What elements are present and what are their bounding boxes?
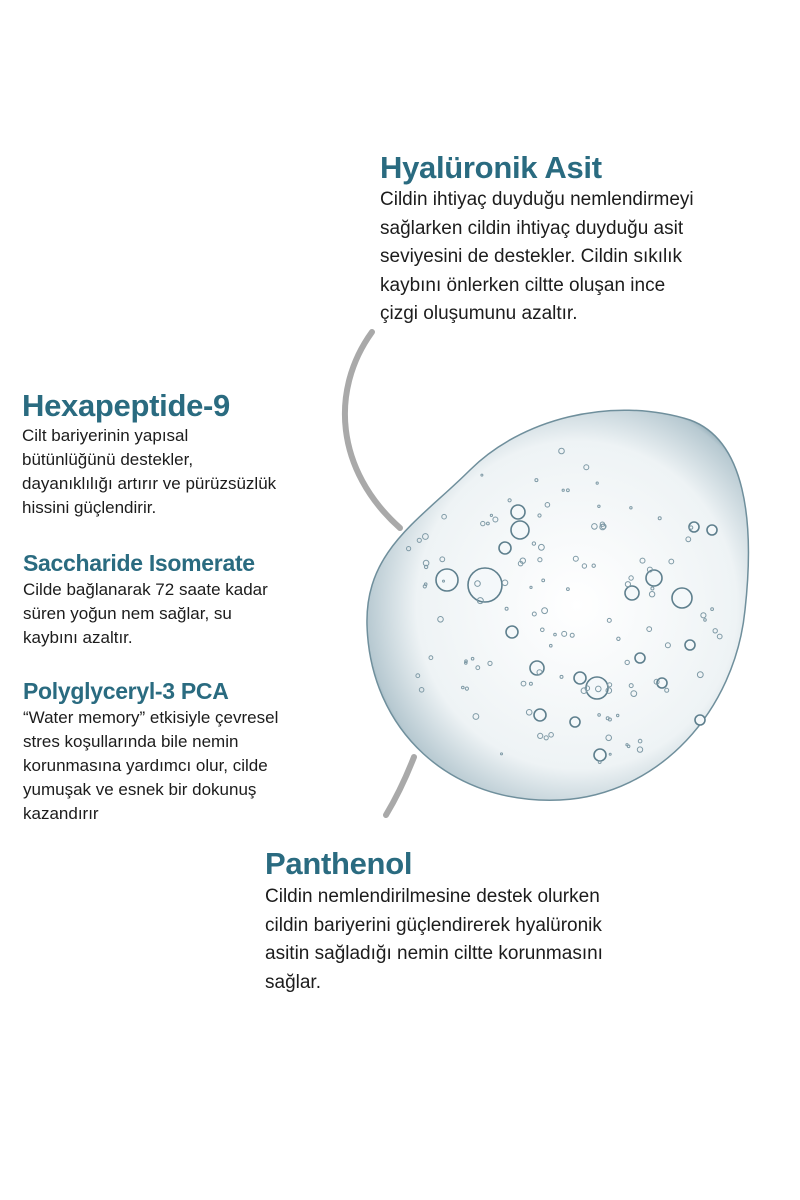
ingredient-description-line: Cilde bağlanarak 72 saate kadar bbox=[23, 580, 268, 599]
ingredient-description-line: korunmasına yardımcı olur, cilde bbox=[23, 756, 268, 775]
bubble bbox=[534, 709, 546, 721]
ingredient-title: Polyglyceryl-3 PCA bbox=[23, 678, 229, 704]
ingredient-description-line: yumuşak ve esnek bir dokunuş bbox=[23, 780, 257, 799]
bubble bbox=[570, 717, 580, 727]
bubble bbox=[506, 626, 518, 638]
ingredient-description-line: kaybını önlerken ciltte oluşan ince bbox=[380, 274, 666, 296]
bubble bbox=[685, 640, 695, 650]
bubble bbox=[707, 525, 717, 535]
ingredient-description-line: çizgi oluşumunu azaltır. bbox=[380, 303, 578, 324]
bubble bbox=[625, 586, 639, 600]
bubble bbox=[511, 521, 529, 539]
ingredient-hexapeptide-9 bbox=[22, 388, 276, 520]
ingredient-description-line: dayanıklılığı artırır ve pürüzsüzlük bbox=[22, 474, 277, 493]
ingredient-title: Saccharide Isomerate bbox=[23, 550, 255, 576]
ingredient-hyaluronic-acid bbox=[380, 150, 694, 329]
ingredient-description-line: asitin sağladığı nemin ciltte korunmasını bbox=[265, 943, 603, 964]
ingredient-description-line: sağlarken cildin ihtiyaç duyduğu asit bbox=[380, 217, 684, 239]
bubble bbox=[635, 653, 645, 663]
ingredient-description-line: stres koşullarında bile nemin bbox=[23, 732, 239, 751]
connector-line-bottom bbox=[386, 757, 414, 815]
ingredient-description-line: süren yoğun nem sağlar, su bbox=[23, 604, 232, 623]
bubble bbox=[646, 570, 662, 586]
ingredient-description-line: “Water memory” etkisiyle çevresel bbox=[23, 708, 279, 727]
connector-line-top bbox=[345, 332, 400, 528]
ingredient-description-line: hissini güçlendirir. bbox=[22, 498, 157, 517]
bubble bbox=[468, 568, 502, 602]
bubble bbox=[511, 505, 525, 519]
bubble bbox=[672, 588, 692, 608]
bubble bbox=[689, 522, 699, 532]
bubble bbox=[594, 749, 606, 761]
ingredient-description-line: Cildin nemlendirilmesine destek olurken bbox=[265, 886, 600, 907]
bubble bbox=[499, 542, 511, 554]
gel-drop bbox=[367, 410, 748, 800]
ingredient-description-line: Cilt bariyerinin yapısal bbox=[22, 426, 189, 445]
ingredient-description-line: sağlar. bbox=[265, 971, 321, 993]
ingredient-panthenol bbox=[265, 845, 603, 997]
ingredient-saccharide-isomerate bbox=[23, 548, 268, 650]
ingredient-title: Hexapeptide-9 bbox=[22, 388, 230, 423]
ingredient-description-line: bütünlüğünü destekler, bbox=[22, 450, 194, 469]
ingredient-polyglyceryl-3-pca bbox=[23, 676, 278, 826]
ingredient-title: Panthenol bbox=[265, 846, 413, 881]
ingredient-description-line: kazandırır bbox=[23, 804, 99, 823]
ingredient-description-line: kaybını azaltır. bbox=[23, 628, 133, 647]
ingredient-description-line: Cildin ihtiyaç duyduğu nemlendirmeyi bbox=[380, 189, 694, 210]
bubble bbox=[436, 569, 458, 591]
bubble bbox=[574, 672, 586, 684]
ingredient-description-line: cildin bariyerini güçlendirerek hyalüronik bbox=[265, 914, 602, 936]
ingredient-title: Hyalüronik Asit bbox=[380, 150, 602, 185]
ingredient-description-line: seviyesini de destekler. Cildin sıkılık bbox=[380, 246, 683, 267]
bubble bbox=[695, 715, 705, 725]
